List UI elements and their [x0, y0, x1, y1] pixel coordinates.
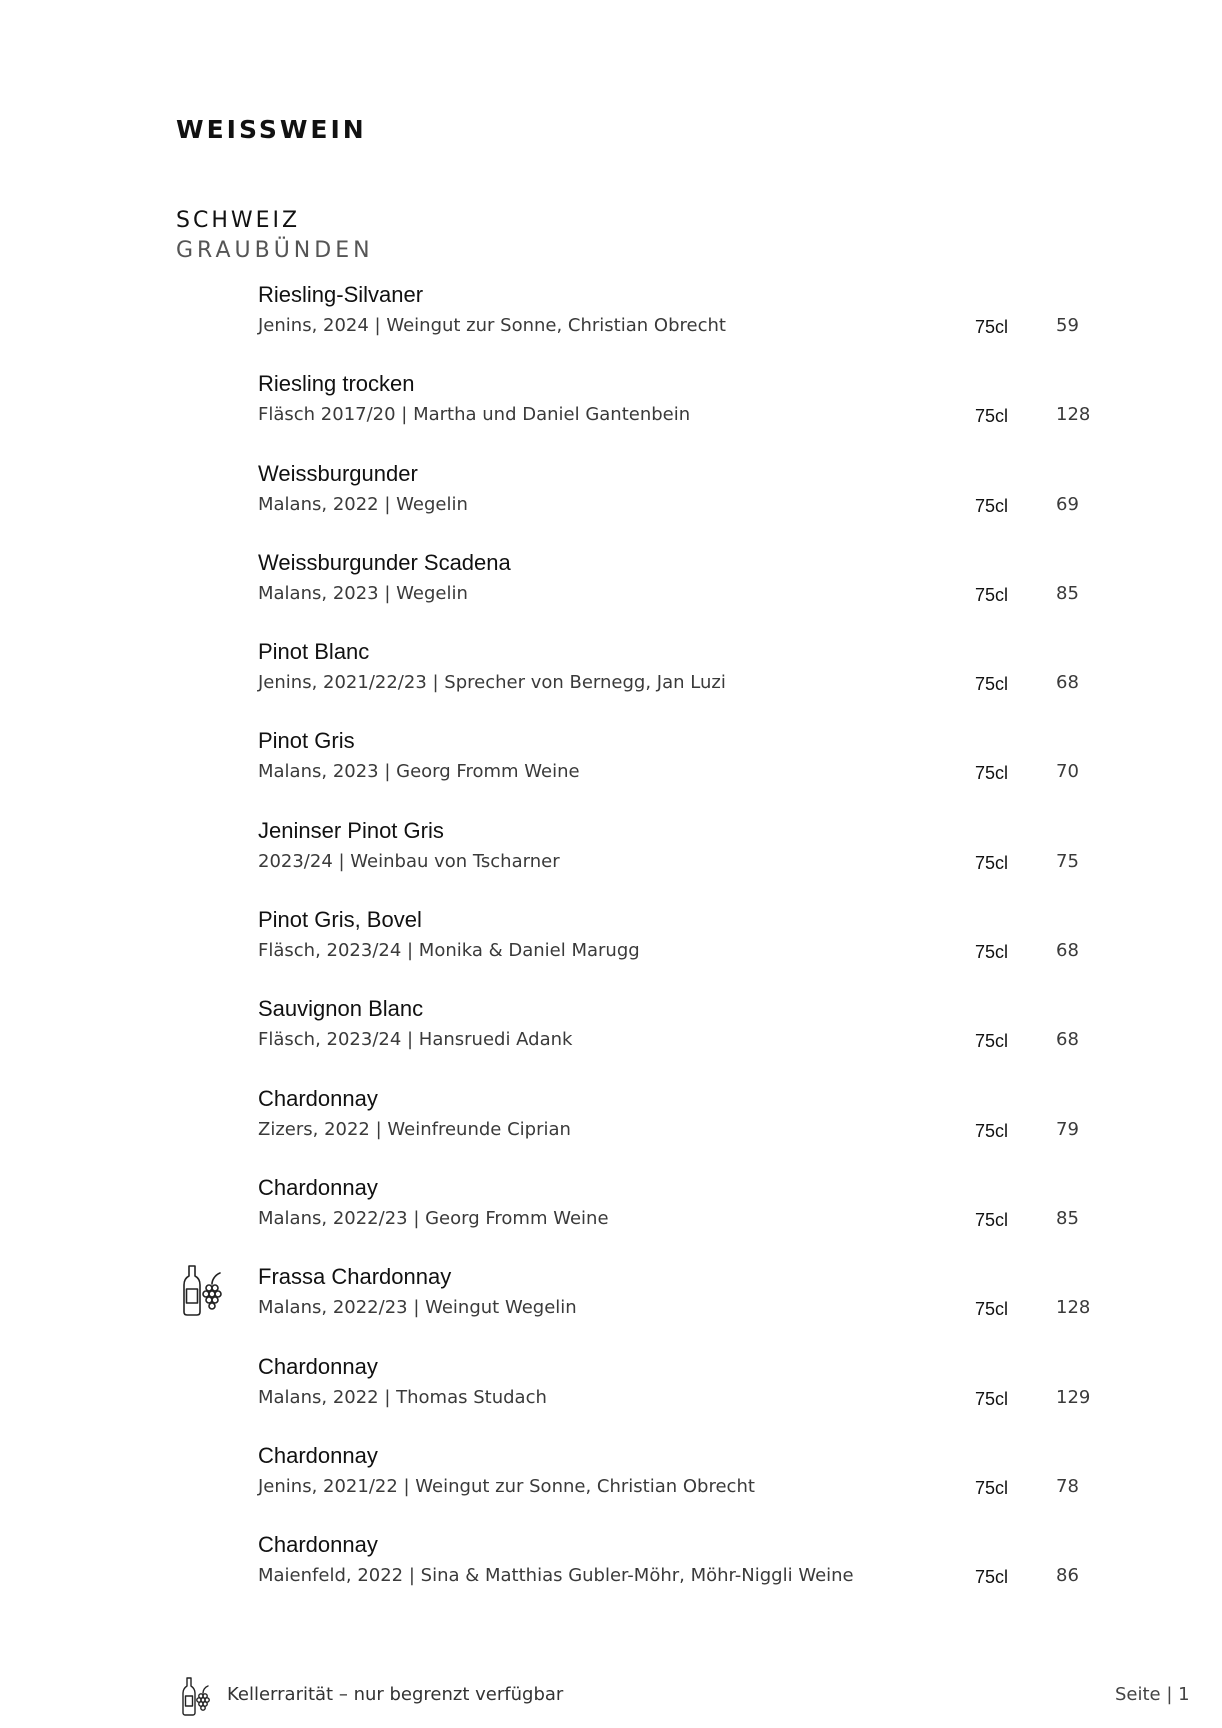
wine-price: 68 — [1056, 940, 1079, 962]
wine-entry — [0, 1175, 1222, 1264]
wine-entry — [0, 639, 1222, 728]
wine-bottle-grapes-icon — [180, 1264, 224, 1318]
wine-size: 75cl — [975, 1477, 1009, 1498]
wine-name: Chardonnay — [258, 1442, 378, 1468]
wine-description: 2023/24 | Weinbau von Tscharner — [258, 850, 560, 872]
wine-size: 75cl — [975, 763, 1009, 784]
wine-size: 75cl — [975, 1031, 1009, 1052]
wine-name: Weissburgunder Scadena — [258, 549, 511, 575]
wine-description: Malans, 2022/23 | Weingut Wegelin — [258, 1297, 577, 1319]
wine-name: Riesling trocken — [258, 371, 415, 397]
wine-entry — [0, 1532, 1222, 1621]
wine-size: 75cl — [975, 1120, 1009, 1141]
wine-size: 75cl — [975, 1388, 1009, 1409]
wine-entry — [0, 1443, 1222, 1532]
wine-price: 129 — [1056, 1386, 1091, 1408]
wine-entry — [0, 996, 1222, 1085]
wine-size: 75cl — [975, 495, 1009, 516]
wine-entry — [0, 461, 1222, 550]
wine-entry — [0, 1264, 1222, 1353]
wine-entry — [0, 728, 1222, 817]
wine-name: Chardonnay — [258, 1174, 378, 1200]
wine-price: 79 — [1056, 1118, 1079, 1140]
wine-entry — [0, 1354, 1222, 1443]
wine-name: Chardonnay — [258, 1532, 378, 1558]
wine-description: Malans, 2022/23 | Georg Fromm Weine — [258, 1207, 609, 1229]
wine-price: 68 — [1056, 1029, 1079, 1051]
wine-name: Pinot Gris — [258, 728, 355, 754]
wine-description: Jenins, 2021/22 | Weingut zur Sonne, Christian Obrecht — [258, 1475, 755, 1497]
wine-entry — [0, 907, 1222, 996]
wine-name: Pinot Gris, Bovel — [258, 907, 422, 933]
wine-size: 75cl — [975, 406, 1009, 427]
wine-name: Frassa Chardonnay — [258, 1264, 452, 1290]
wine-description: Malans, 2022 | Thomas Studach — [258, 1386, 547, 1408]
wine-bottle-grapes-icon — [180, 1676, 212, 1716]
wine-price: 78 — [1056, 1475, 1079, 1497]
wine-entry — [0, 282, 1222, 371]
wine-description: Maienfeld, 2022 | Sina & Matthias Gubler-Möhr, Möhr-Niggli Weine — [258, 1565, 854, 1587]
region-heading: GRAUBÜNDEN — [176, 238, 374, 263]
wine-price: 85 — [1056, 582, 1079, 604]
wine-price: 59 — [1056, 315, 1079, 336]
wine-list — [0, 282, 1222, 1621]
wine-price: 128 — [1056, 1297, 1091, 1319]
wine-price: 85 — [1056, 1207, 1079, 1229]
wine-price: 69 — [1056, 493, 1079, 515]
wine-description: Fläsch, 2023/24 | Hansruedi Adank — [258, 1029, 573, 1051]
country-heading: SCHWEIZ — [176, 208, 301, 233]
wine-description: Malans, 2022 | Wegelin — [258, 493, 468, 515]
wine-entry — [0, 1086, 1222, 1175]
wine-size: 75cl — [975, 942, 1009, 963]
wine-price: 68 — [1056, 672, 1079, 694]
wine-entry — [0, 371, 1222, 460]
wine-name: Riesling-Silvaner — [258, 282, 424, 307]
wine-description: Malans, 2023 | Wegelin — [258, 582, 468, 604]
wine-size: 75cl — [975, 674, 1009, 695]
wine-name: Jeninser Pinot Gris — [258, 817, 444, 843]
wine-description: Malans, 2023 | Georg Fromm Weine — [258, 761, 580, 783]
wine-name: Chardonnay — [258, 1353, 378, 1379]
wine-entry — [0, 818, 1222, 907]
wine-description: Zizers, 2022 | Weinfreunde Ciprian — [258, 1118, 571, 1140]
wine-name: Sauvignon Blanc — [258, 996, 424, 1022]
wine-size: 75cl — [975, 584, 1009, 605]
wine-size: 75cl — [975, 1209, 1009, 1230]
footer — [0, 1676, 1222, 1716]
page-number: Seite | 1 — [1115, 1684, 1190, 1705]
wine-price: 70 — [1056, 761, 1079, 783]
wine-price: 75 — [1056, 850, 1079, 872]
wine-size: 75cl — [975, 317, 1009, 337]
wine-price: 86 — [1056, 1565, 1079, 1587]
wine-size: 75cl — [975, 852, 1009, 873]
footer-note: Kellerrarität – nur begrenzt verfügbar — [227, 1684, 564, 1705]
wine-description: Jenins, 2024 | Weingut zur Sonne, Christian Obrecht — [258, 315, 726, 336]
wine-description: Fläsch, 2023/24 | Monika & Daniel Marugg — [258, 940, 640, 962]
wine-description: Fläsch 2017/20 | Martha und Daniel Gantenbein — [258, 404, 691, 426]
wine-price: 128 — [1056, 404, 1091, 426]
wine-size: 75cl — [975, 1567, 1009, 1588]
wine-description: Jenins, 2021/22/23 | Sprecher von Bernegg, Jan Luzi — [258, 672, 726, 694]
wine-name: Weissburgunder — [258, 460, 418, 486]
wine-name: Chardonnay — [258, 1085, 378, 1111]
wine-name: Pinot Blanc — [258, 639, 370, 665]
page-title: WEISSWEIN — [176, 115, 367, 144]
wine-size: 75cl — [975, 1299, 1009, 1320]
wine-entry — [0, 550, 1222, 639]
